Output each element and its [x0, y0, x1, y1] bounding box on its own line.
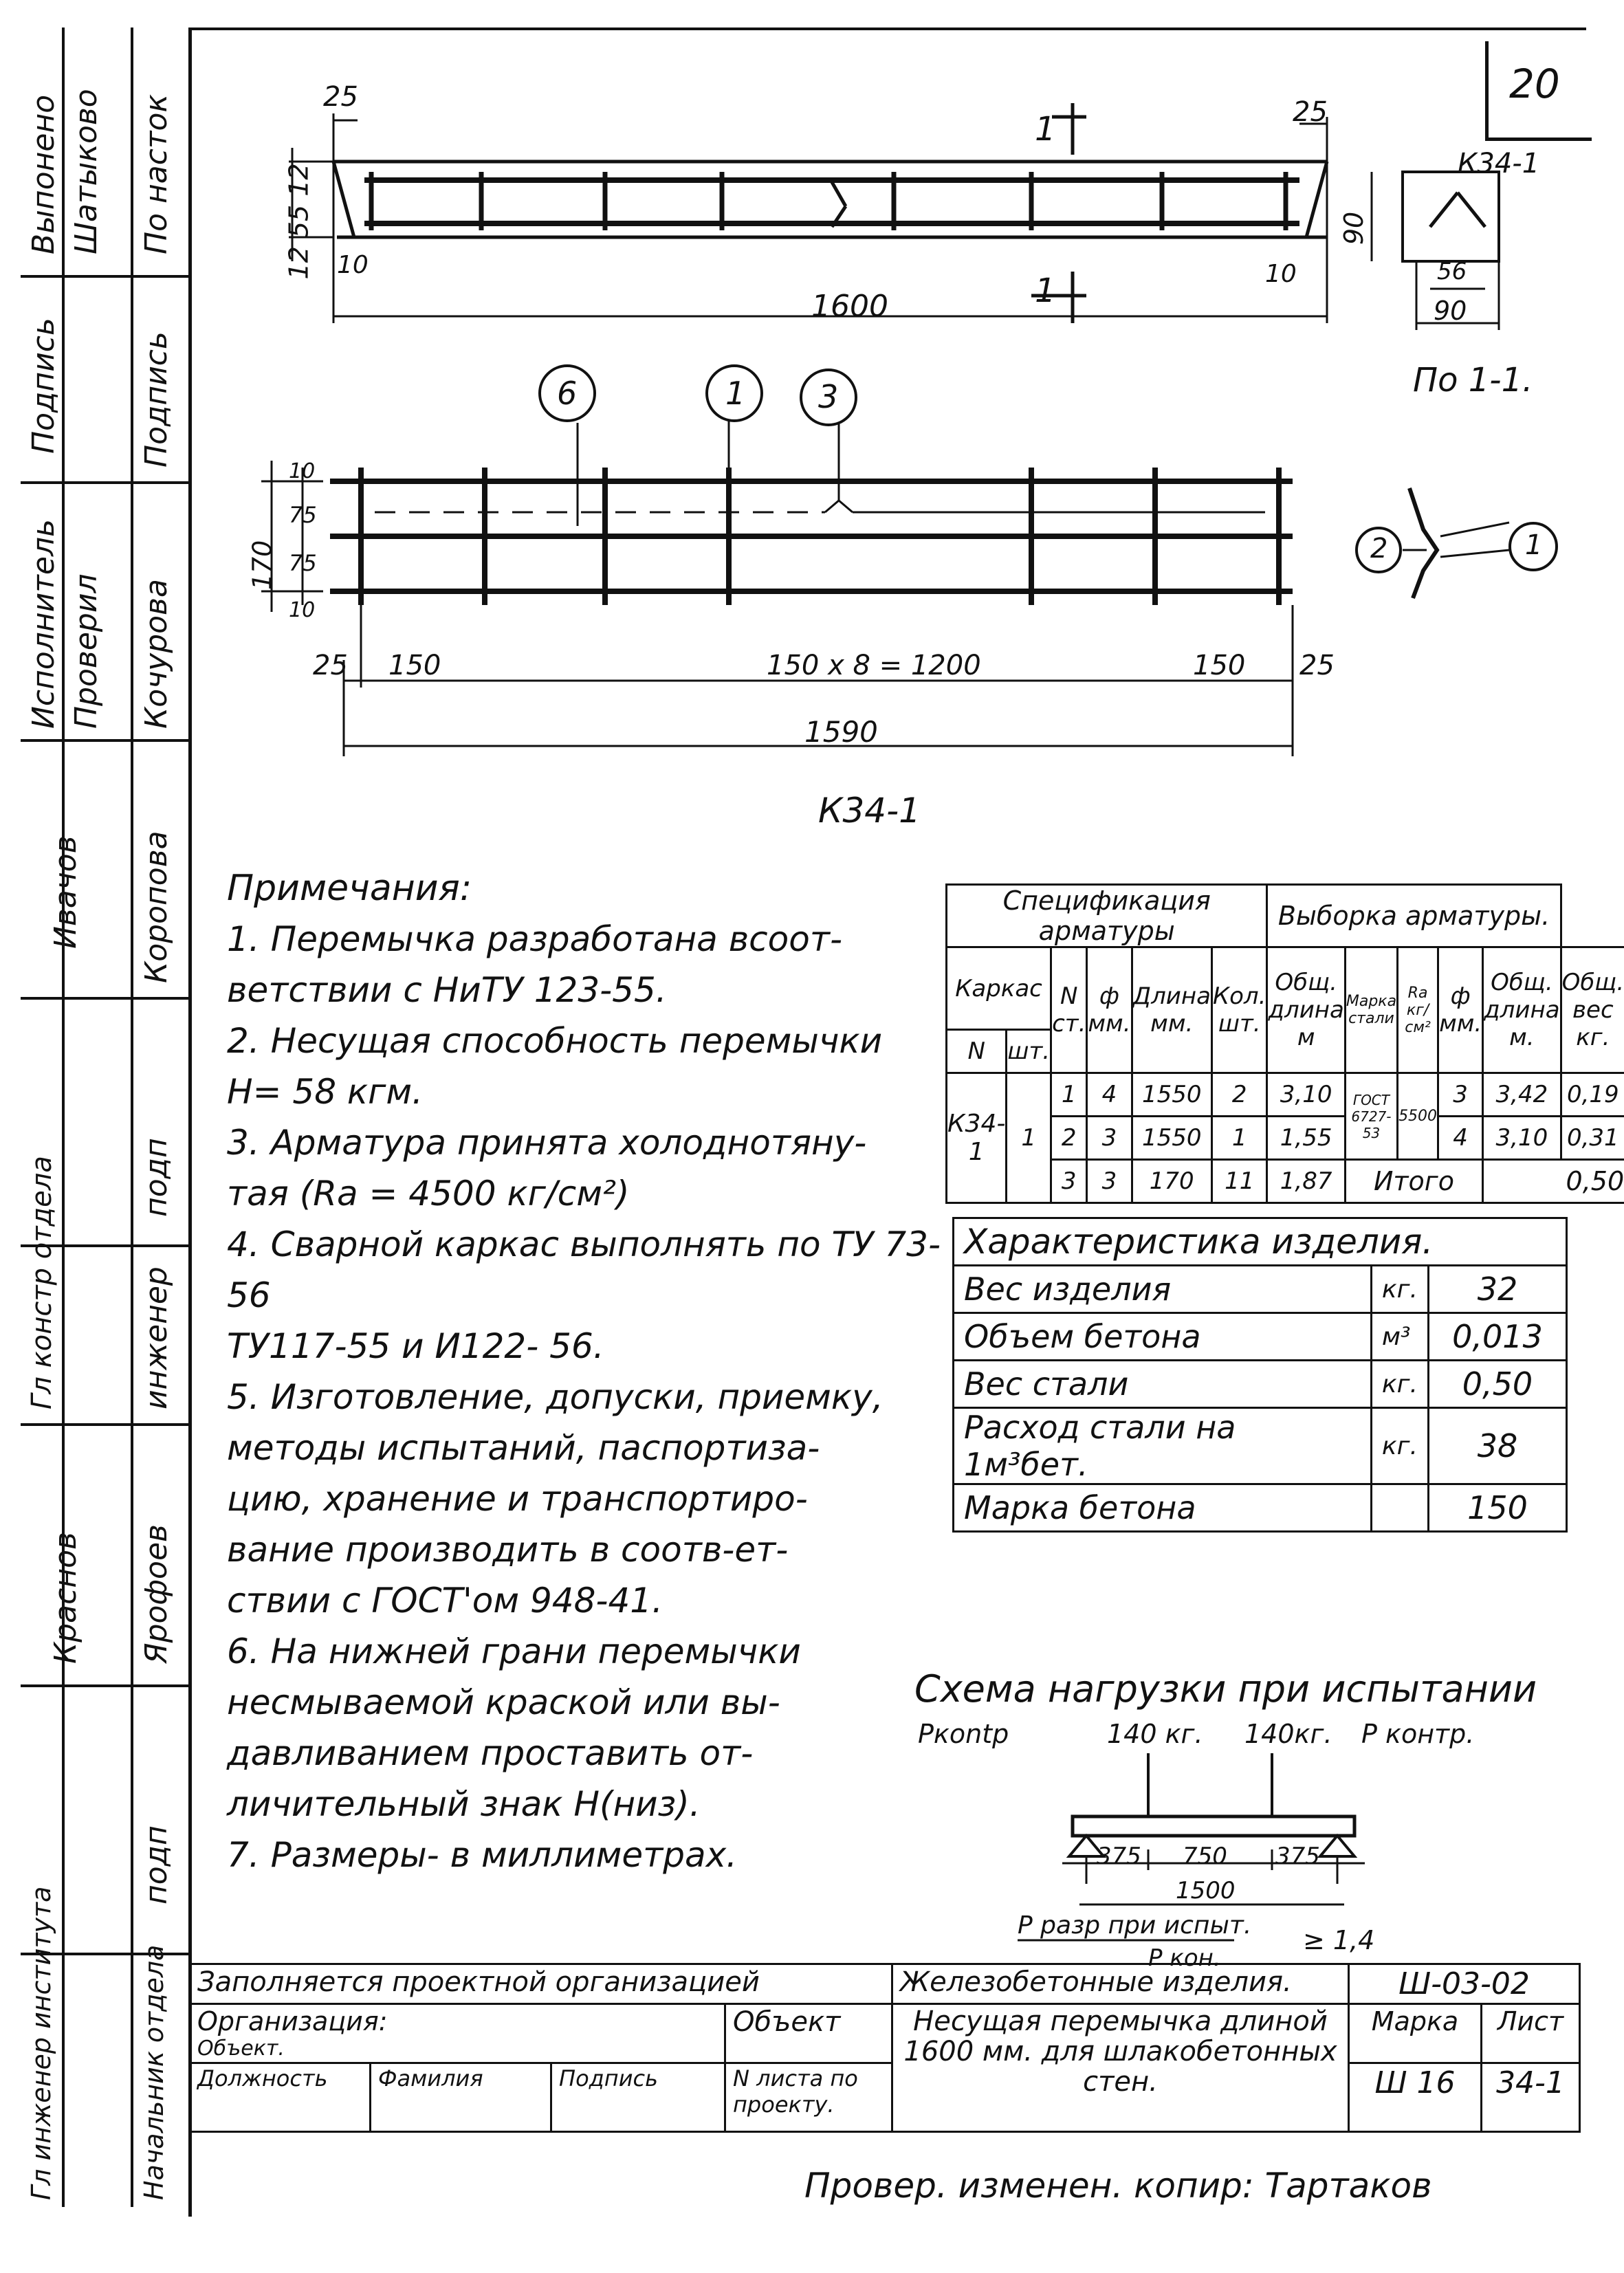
- cell: 3: [1087, 1117, 1132, 1160]
- dim-label: 90: [1339, 211, 1370, 245]
- strip-label: По насток: [139, 94, 174, 254]
- note-line: 2. Несущая способность перемычки: [227, 1021, 883, 1061]
- char-name: Вес изделия: [954, 1266, 1372, 1313]
- note-line: 6. На нижней грани перемычки: [227, 1632, 801, 1671]
- spec-header: Общ. вес кг.: [1561, 947, 1624, 1073]
- char-unit: кг.: [1371, 1361, 1428, 1408]
- strip-label: Гл констр отдела: [26, 1156, 58, 1409]
- char-name: Вес стали: [954, 1361, 1372, 1408]
- note-line: вание производить в соотв-ет-: [227, 1530, 789, 1570]
- char-title: Характеристика изделия.: [954, 1218, 1567, 1266]
- notes-block: [227, 863, 949, 1880]
- cell: 1,55: [1267, 1117, 1345, 1160]
- strip-label: Ивачов: [48, 835, 83, 949]
- title-block: [188, 1963, 1581, 2133]
- dim-label: 25: [323, 81, 358, 113]
- cell: 1: [1211, 1117, 1266, 1160]
- load-scheme-title: Схема нагрузки при испытании: [914, 1667, 1537, 1711]
- rebar-spec-table: [945, 883, 1624, 1204]
- product-mark: Ш 16: [1349, 2063, 1482, 2132]
- dim-label: 750: [1183, 1843, 1227, 1870]
- dim-label: 25: [1293, 96, 1328, 128]
- strip-label: Коропова: [139, 831, 174, 983]
- dim-label: 1590: [804, 715, 878, 749]
- char-unit: м³: [1371, 1313, 1428, 1361]
- cell: 3,42: [1483, 1073, 1561, 1117]
- notes-heading: Примечания:: [227, 868, 472, 909]
- strip-label: подп: [139, 1825, 174, 1904]
- cell: 1,87: [1267, 1160, 1345, 1203]
- section-mark: 1: [1035, 272, 1056, 310]
- frame-mark: К34-1: [947, 1073, 1007, 1203]
- sheets-label: N листа по проекту.: [725, 2063, 892, 2132]
- spec-header: Кол. шт.: [1211, 947, 1266, 1073]
- strip-label: Шатыково: [69, 89, 104, 254]
- position-label: Должность: [190, 2063, 371, 2132]
- total-label: Итого: [1345, 1160, 1482, 1203]
- dim-label: 10: [289, 598, 316, 622]
- spec-header: Длина мм.: [1132, 947, 1211, 1073]
- char-unit: кг.: [1371, 1408, 1428, 1484]
- document-code: Ш-03-02: [1349, 1964, 1580, 2004]
- selection-title: Выборка арматуры.: [1267, 885, 1561, 947]
- callout-number: 1: [725, 375, 746, 412]
- strip-label: Подпись: [26, 318, 61, 454]
- char-name: Марка бетона: [954, 1484, 1372, 1532]
- dim-label: 150: [1193, 650, 1246, 681]
- note-line: ветствии с НиТУ 123-55.: [227, 970, 667, 1010]
- cell: 3: [1438, 1073, 1483, 1117]
- org-label: Организация:: [197, 2006, 388, 2036]
- spec-header: N ст.: [1051, 947, 1087, 1073]
- mark-label: Марка: [1349, 2004, 1482, 2063]
- dim-label: 75: [289, 502, 317, 528]
- cell: 3: [1051, 1160, 1087, 1203]
- surname-label: Фамилия: [371, 2063, 551, 2132]
- dim-label: 90: [1434, 296, 1467, 326]
- filled-by: Заполняется проектной организацией: [190, 1964, 892, 2004]
- cell: 4: [1087, 1073, 1132, 1117]
- dim-label: 56: [1437, 258, 1467, 285]
- note-line: 1. Перемычка разработана всоот-: [227, 919, 842, 959]
- strip-label: Начальник отдела: [139, 1944, 169, 2200]
- load-label: Ркontр: [918, 1719, 1009, 1749]
- strip-label: Подпись: [139, 331, 174, 468]
- cell: 3,10: [1267, 1073, 1345, 1117]
- steel-grade: ГОСТ 6727-53: [1345, 1073, 1397, 1160]
- dim-label: 10: [337, 251, 369, 279]
- callout-number: 6: [557, 375, 578, 412]
- dim-label: 1600: [811, 289, 888, 324]
- spec-subheader: N: [947, 1030, 1007, 1073]
- callout-number: 2: [1370, 533, 1388, 564]
- dim-label: 10: [289, 459, 316, 483]
- section-label: По 1-1.: [1413, 361, 1533, 399]
- strip-label: Выпонено: [26, 94, 61, 254]
- callout-number: 1: [1525, 529, 1543, 561]
- char-name: Расход стали на 1м³бет.: [954, 1408, 1372, 1484]
- char-value: 0,013: [1429, 1313, 1567, 1361]
- char-value: 150: [1429, 1484, 1567, 1532]
- spec-header: ф мм.: [1087, 947, 1132, 1073]
- char-name: Объем бетона: [954, 1313, 1372, 1361]
- section-mark: 1: [1035, 110, 1056, 149]
- ratio-top: Р разр при испыт.: [1018, 1911, 1252, 1940]
- strip-label: Гл инженер института: [26, 1886, 56, 2200]
- cell: 1550: [1132, 1073, 1211, 1117]
- note-line: 7. Размеры- в миллиметрах.: [227, 1835, 738, 1875]
- char-unit: кг.: [1371, 1266, 1428, 1313]
- dim-label: 375: [1275, 1843, 1320, 1870]
- dim-label: 75: [289, 550, 317, 576]
- char-unit: [1371, 1484, 1428, 1532]
- ratio-value: ≥ 1,4: [1303, 1925, 1375, 1955]
- note-line: Н= 58 кгм.: [227, 1072, 423, 1112]
- signature-label: Подпись: [551, 2063, 725, 2132]
- spec-header: ф мм.: [1438, 947, 1483, 1073]
- spec-title: Спецификация арматуры: [947, 885, 1267, 947]
- strip-label: Исполнитель: [26, 518, 61, 729]
- cell: 2: [1051, 1117, 1087, 1160]
- spec-header: Общ. длина м: [1267, 947, 1345, 1073]
- note-line: несмываемой краской или вы-: [227, 1682, 780, 1722]
- dim-label: 10: [1265, 260, 1297, 288]
- dim-label: 375: [1097, 1843, 1141, 1870]
- cell: 170: [1132, 1160, 1211, 1203]
- strip-label: Краснов: [48, 1532, 83, 1664]
- cell: 4: [1438, 1117, 1483, 1160]
- cell: 11: [1211, 1160, 1266, 1203]
- strip-label: Кочурова: [139, 579, 174, 729]
- sheet-id: 34-1: [1482, 2063, 1580, 2132]
- load-label: 140кг.: [1244, 1719, 1332, 1749]
- sheet-label: Лист: [1482, 2004, 1580, 2063]
- dim-label: 25: [313, 650, 348, 681]
- ra-value: 5500: [1398, 1073, 1438, 1160]
- char-value: 0,50: [1429, 1361, 1567, 1408]
- spec-header: Марка стали: [1345, 947, 1397, 1073]
- cell: 0,31: [1561, 1117, 1624, 1160]
- note-line: ствии с ГОСТ'ом 948-41.: [227, 1581, 663, 1621]
- top-mark: К34-1: [1458, 148, 1540, 179]
- dim-label: 150: [388, 650, 441, 681]
- note-line: 4. Сварной каркас выполнять по ТУ 73-56: [227, 1225, 941, 1315]
- strip-label: Проверил: [69, 573, 104, 729]
- cell: 2: [1211, 1073, 1266, 1117]
- note-line: 3. Арматура принята холоднотяну-: [227, 1123, 867, 1163]
- strip-label: подп: [139, 1138, 174, 1217]
- description: Несущая перемычка длиной 1600 мм. для шлакобетонных стен.: [892, 2004, 1349, 2132]
- strip-label: Ярофоев: [139, 1524, 174, 1664]
- object-label-small: Объект.: [197, 2036, 285, 2061]
- ratio-bottom: Р кон.: [1148, 1944, 1221, 1972]
- cell: 1: [1051, 1073, 1087, 1117]
- frame-count: 1: [1007, 1073, 1051, 1203]
- load-label: Р контр.: [1361, 1719, 1475, 1749]
- total-value: 0,50: [1483, 1160, 1624, 1203]
- frame-title: К34-1: [818, 791, 921, 831]
- note-line: тая (Ra = 4500 кг/см²): [227, 1174, 630, 1214]
- spec-subheader: шт.: [1007, 1030, 1051, 1073]
- note-line: ТУ117-55 и И122- 56.: [227, 1326, 604, 1366]
- footer-approval: Провер. изменен. копир: Тартаков: [804, 2166, 1432, 2206]
- dim-label: 25: [1299, 650, 1335, 681]
- dim-label: 1500: [1176, 1877, 1236, 1904]
- product-characteristics-table: [952, 1217, 1568, 1533]
- cell: 0,19: [1561, 1073, 1624, 1117]
- spec-header: Общ. длина м.: [1483, 947, 1561, 1073]
- org-cell: [190, 2004, 725, 2063]
- cell: 1550: [1132, 1117, 1211, 1160]
- note-line: цию, хранение и транспортиро-: [227, 1479, 808, 1519]
- spec-header: Ra кг/см²: [1398, 947, 1438, 1073]
- note-line: методы испытаний, паспортиза-: [227, 1428, 820, 1468]
- note-line: давливанием проставить от-: [227, 1733, 754, 1773]
- strip-label: инженер: [139, 1266, 174, 1409]
- callout-number: 3: [818, 378, 839, 415]
- spec-header: Каркас: [947, 947, 1051, 1030]
- cell: 3: [1087, 1160, 1132, 1203]
- object-label: Объект: [725, 2004, 892, 2063]
- dim-label: 12 55 12: [283, 163, 314, 280]
- char-value: 38: [1429, 1408, 1567, 1484]
- load-label: 140 кг.: [1107, 1719, 1203, 1749]
- dim-label: 150 х 8 = 1200: [767, 650, 981, 681]
- product-type: Железобетонные изделия.: [892, 1964, 1349, 2004]
- char-value: 32: [1429, 1266, 1567, 1313]
- dim-label: 170: [247, 540, 278, 591]
- note-line: 5. Изготовление, допуски, приемку,: [227, 1377, 884, 1417]
- note-line: личительный знак Н(низ).: [227, 1784, 701, 1824]
- cell: 3,10: [1483, 1117, 1561, 1160]
- sheet-number: 20: [1509, 61, 1560, 107]
